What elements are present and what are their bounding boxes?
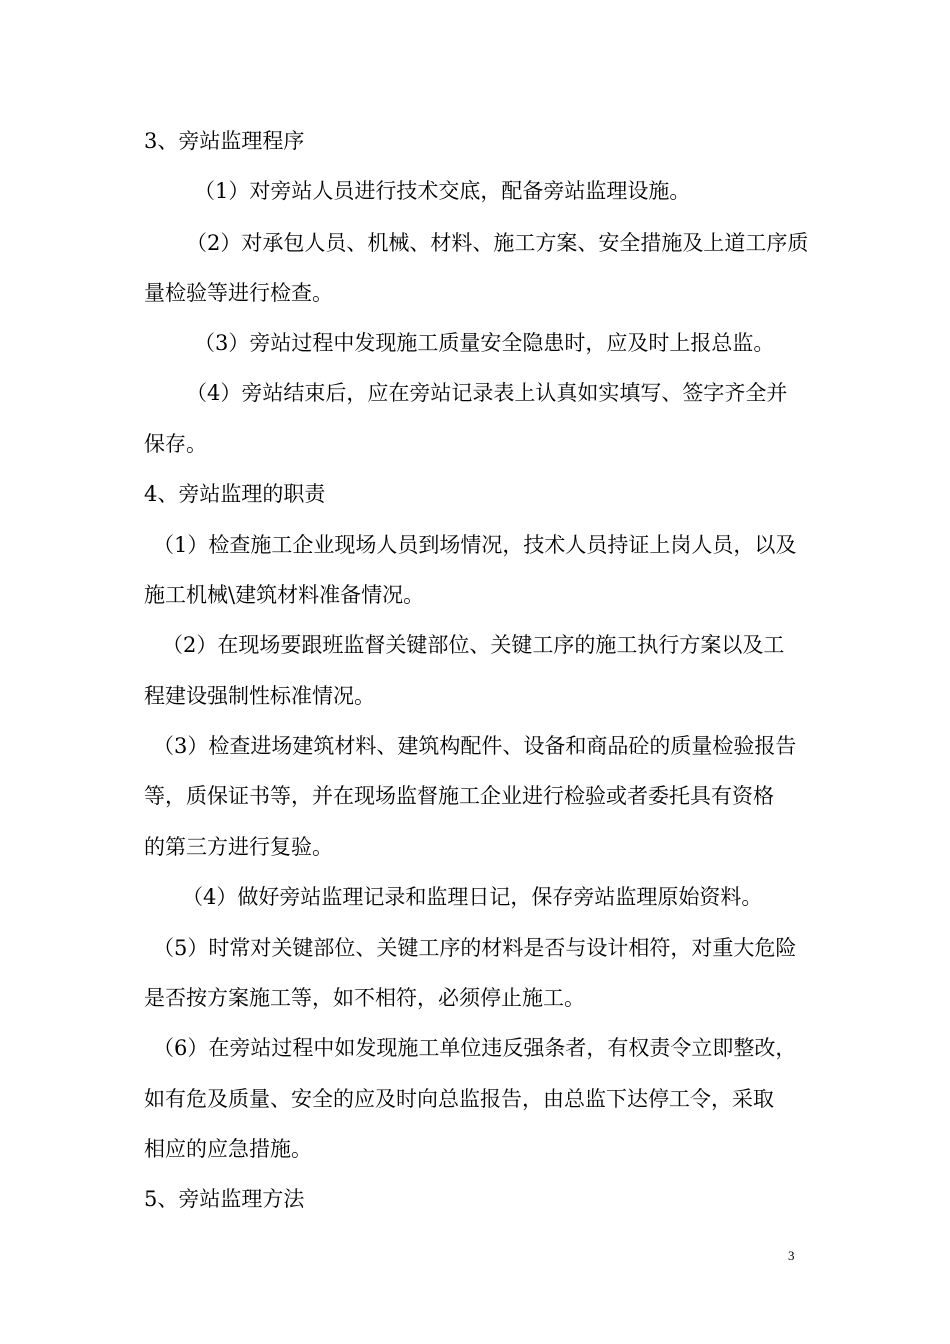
paragraph-line: （4）旁站结束后，应在旁站记录表上认真如实填写、签字齐全并 — [186, 381, 788, 405]
paragraph-line: 是否按方案施工等，如不相符，必须停止施工。 — [144, 986, 585, 1010]
paragraph-line: 程建设强制性标准情况。 — [144, 684, 375, 708]
paragraph-line: （1）检查施工企业现场人员到场情况，技术人员持证上岗人员，以及 — [153, 533, 797, 557]
paragraph-line: 保存。 — [144, 432, 207, 456]
paragraph-line: 量检验等进行检查。 — [144, 281, 333, 305]
paragraph-line: （6）在旁站过程中如发现施工单位违反强条者，有权责令立即整改， — [153, 1036, 797, 1060]
paragraph-line: 等，质保证书等，并在现场监督施工企业进行检验或者委托具有资格 — [144, 784, 774, 808]
paragraph-line: （4）做好旁站监理记录和监理日记，保存旁站监理原始资料。 — [182, 885, 763, 909]
paragraph-line: 如有危及质量、安全的应及时向总监报告，由总监下达停工令，采取 — [144, 1087, 774, 1111]
paragraph-line: （5）时常对关键部位、关键工序的材料是否与设计相符，对重大危险 — [153, 936, 797, 960]
section-heading-3: 3、旁站监理程序 — [144, 129, 305, 153]
paragraph-line: （2）对承包人员、机械、材料、施工方案、安全措施及上道工序质 — [186, 231, 809, 255]
paragraph-line: （3）检查进场建筑材料、建筑构配件、设备和商品砼的质量检验报告 — [153, 734, 797, 758]
paragraph-line: 施工机械\建筑材料准备情况。 — [144, 583, 425, 607]
paragraph-line: 相应的应急措施。 — [144, 1137, 312, 1161]
paragraph-line: 的第三方进行复验。 — [144, 835, 333, 859]
section-heading-4: 4、旁站监理的职责 — [144, 482, 326, 506]
page-number: 3 — [788, 1248, 795, 1263]
section-heading-5: 5、旁站监理方法 — [144, 1187, 305, 1211]
paragraph-line: （2）在现场要跟班监督关键部位、关键工序的施工执行方案以及工 — [162, 633, 785, 657]
paragraph-line: （3）旁站过程中发现施工质量安全隐患时，应及时上报总监。 — [194, 331, 775, 355]
paragraph-line: （1）对旁站人员进行技术交底，配备旁站监理设施。 — [194, 179, 691, 203]
